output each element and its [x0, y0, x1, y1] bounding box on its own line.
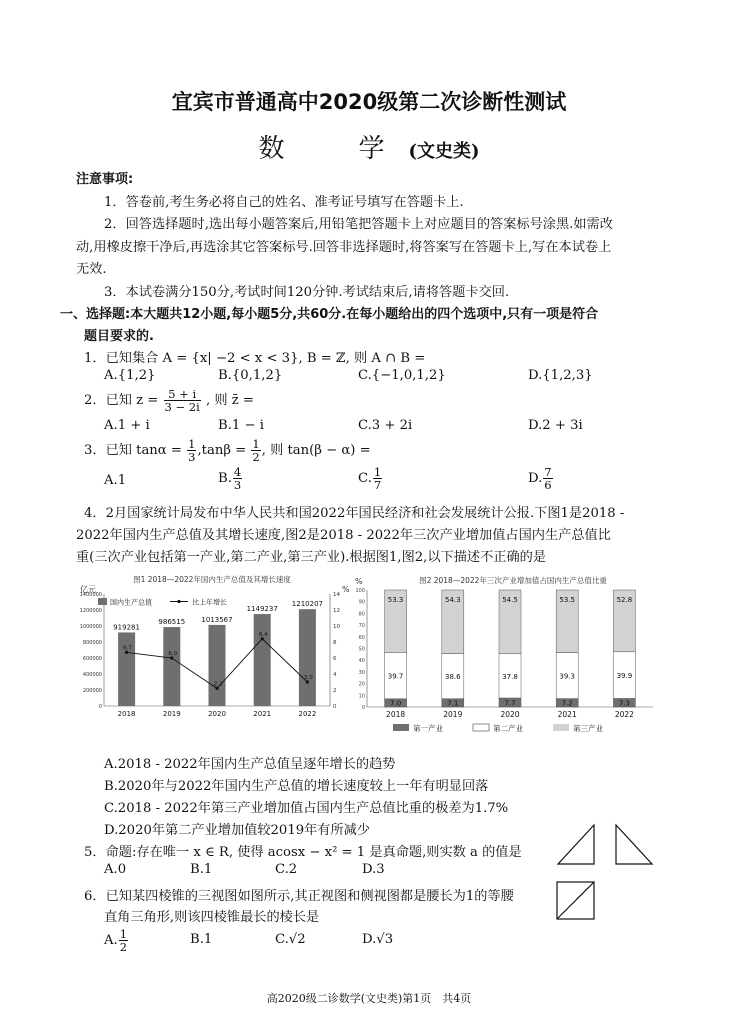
q4-option-d: D.2020年第二产业增加值较2019年有所减少: [104, 823, 371, 838]
q5-option-a: A.0: [104, 862, 127, 877]
q6-stem-line-2: 直角三角形,则该四棱锥最长的棱长是: [104, 910, 320, 925]
share-value-label: 7.3: [618, 699, 630, 708]
y-tick-label: 1400000: [79, 592, 102, 598]
gdp-value-label: 1149237: [246, 605, 278, 614]
q3-stem-mid: ,tanβ =: [197, 443, 247, 458]
q5-option-c: C.2: [275, 862, 298, 877]
gdp-value-label: 1210207: [291, 600, 323, 609]
q2-den: 3 − 2i: [164, 400, 200, 414]
gdp-value-label: 1013567: [201, 615, 233, 624]
q2-num: 5 + i: [164, 388, 201, 401]
q3-frac-2: [251, 438, 260, 463]
x-tick-label: 2018: [386, 710, 406, 719]
share-value-label: 7.2: [561, 699, 573, 708]
q3-c-num: 1: [373, 465, 382, 479]
q2-fraction: [164, 388, 201, 413]
q3-frac-1-num: 1: [188, 437, 196, 451]
q2-option-c: C.3 + 2i: [358, 418, 413, 433]
q3-d-den: 6: [544, 478, 552, 492]
q3-option-d: [528, 466, 554, 491]
q2-stem-pre: 2．已知 z =: [84, 393, 159, 408]
figure-1-ylabel: 亿元: [80, 585, 96, 594]
share-value-label: 54.5: [502, 596, 518, 604]
q1-option-b: B.{0,1,2}: [218, 368, 283, 383]
gdp-bar: [299, 609, 316, 706]
gdp-bar: [163, 627, 180, 706]
q4-stem-line-2: 2022年国内生产总值及其增长速度,图2是2018 - 2022年三次产业增加值占国内生产总值比: [76, 528, 611, 543]
q4-option-a: A.2018 - 2022年国内生产总值呈逐年增长的趋势: [104, 757, 396, 772]
q1-option-c: C.{−1,0,1,2}: [358, 368, 446, 383]
top-view-diagram: [555, 880, 597, 922]
legend-label-primary: 第一产业: [413, 724, 443, 733]
q3-option-a: A.1: [104, 473, 127, 488]
q3-d-label: D.: [528, 471, 543, 486]
notice-item-2-line-2: 动,用橡皮擦干净后,再选涂其它答案标号.回答非选择题时,将答案写在答题卡上,写在本试卷上: [76, 240, 612, 255]
y-tick-label: 80: [358, 611, 365, 618]
share-value-label: 53.5: [559, 596, 575, 604]
subject-name: 数 学: [258, 134, 409, 164]
q6-option-c: C.√2: [275, 932, 306, 947]
y-tick-label: 50: [358, 646, 365, 653]
notice-title: 注意事项:: [76, 172, 134, 187]
notice-item-3: 3．本试卷满分150分,考试时间120分钟.考试结束后,请将答题卡交回.: [104, 285, 510, 300]
y-tick-label: 200000: [82, 688, 102, 694]
share-value-label: 7.1: [447, 699, 459, 708]
q6-stem-line-1: 6．已知某四棱锥的三视图如图所示,其正视图和侧视图都是腰长为1的等腰: [84, 889, 514, 904]
q3-frac-2-num: 1: [252, 437, 260, 451]
q3-frac-1-den: 3: [188, 450, 196, 464]
page-footer: 高2020级二诊数学(文史类)第1页 共4页: [266, 992, 472, 1005]
y-tick-label: 400000: [82, 672, 102, 678]
share-value-label: 37.8: [502, 672, 518, 681]
q6-a-label: A.: [104, 933, 118, 948]
q2-option-d: D.2 + 3i: [528, 418, 583, 433]
legend-dot-growth: [177, 600, 180, 603]
share-value-label: 38.6: [445, 673, 461, 682]
notice-item-2-line-3: 无效.: [76, 262, 107, 277]
gdp-bar: [209, 625, 226, 706]
q3-b-label: B.: [218, 471, 232, 486]
gdp-bar: [118, 632, 135, 706]
legend-label-tertiary: 第三产业: [573, 724, 603, 733]
gdp-value-label: 919281: [113, 623, 140, 632]
share-value-label: 54.3: [445, 596, 461, 604]
notice-item-1: 1．答卷前,考生务必将自己的姓名、准考证号填写在答题卡上.: [104, 195, 464, 210]
q2-option-a: A.1 + i: [104, 418, 150, 433]
figure-1-title: 图1 2018—2022年国内生产总值及其增长速度: [133, 575, 291, 584]
q6-a-den: 2: [119, 940, 128, 954]
growth-rate-label: 6.0: [168, 651, 178, 657]
q4-stem-line-1: 4．2月国家统计局发布中华人民共和国2022年国民经济和社会发展统计公报.下图1是2018 -: [84, 506, 625, 521]
y2-tick-label: 6: [333, 656, 337, 662]
y-tick-label: 20: [358, 681, 365, 688]
notice-item-2-line-1: 2．回答选择题时,选出每小题答案后,用铅笔把答题卡上对应题目的答案标号涂黑.如需改: [104, 217, 613, 232]
share-value-label: 39.7: [387, 672, 404, 681]
q5-option-b: B.1: [190, 862, 213, 877]
y-tick-label: 10: [358, 693, 365, 700]
subject-heading: [0, 128, 738, 165]
y-tick-label: 40: [358, 658, 365, 665]
y-tick-label: 1200000: [79, 608, 102, 614]
legend-label-gdp: 国内生产总值: [110, 598, 152, 607]
q3-d-num: 7: [544, 465, 552, 479]
y-tick-label: 800000: [82, 640, 102, 646]
y-tick-label: 90: [358, 599, 365, 606]
growth-rate-label: 2.2: [213, 681, 223, 688]
y2-tick-label: 8: [333, 640, 337, 646]
y-tick-label: 70: [358, 623, 365, 630]
q4-option-c: C.2018 - 2022年第三产业增加值占国内生产总值比重的极差为1.7%: [104, 801, 509, 816]
figure-1-gdp-chart: [62, 570, 362, 730]
y-tick-label: 1000000: [79, 624, 102, 630]
legend-label-secondary: 第二产业: [493, 724, 523, 733]
q6-a-num: 1: [119, 927, 128, 941]
legend-swatch-secondary: [473, 724, 489, 731]
y-tick-label: 60: [358, 634, 365, 641]
q3-option-c: [358, 466, 383, 491]
x-tick-label: 2018: [117, 710, 136, 718]
legend-swatch-primary: [393, 724, 409, 731]
figure-1-y2label: %: [342, 585, 350, 594]
share-value-label: 7.0: [390, 699, 402, 708]
y2-tick-label: 12: [333, 608, 340, 614]
legend-label-growth: 比上年增长: [192, 598, 227, 607]
y-tick-label: 600000: [82, 656, 102, 662]
x-tick-label: 2019: [443, 710, 463, 719]
q3-stem: [84, 438, 371, 463]
y-tick-label: 0: [361, 705, 365, 711]
y2-tick-label: 10: [333, 624, 340, 630]
y-tick-label: 0: [98, 704, 102, 710]
y2-tick-label: 14: [333, 592, 340, 598]
q6-option-b: B.1: [190, 932, 213, 947]
share-value-label: 39.3: [559, 672, 575, 681]
page-title: 宜宾市普通高中2020级第二次诊断性测试: [171, 90, 567, 114]
q1-option-a: A.{1,2}: [104, 368, 156, 383]
q3-c-label: C.: [358, 471, 372, 486]
q2-stem-post: , 则 z̄ =: [206, 393, 254, 408]
q4-option-b: B.2020年与2022年国内生产总值的增长速度较上一年有明显回落: [104, 779, 489, 794]
q6-option-a: [104, 928, 129, 953]
gdp-value-label: 986515: [158, 618, 186, 627]
share-value-label: 53.3: [387, 596, 404, 604]
q1-stem: 1．已知集合 A = {x| −2 < x < 3}, B = ℤ, 则 A ∩ B =: [84, 351, 426, 366]
x-tick-label: 2022: [298, 710, 317, 718]
share-value-label: 7.7: [504, 699, 516, 708]
legend-swatch-gdp: [98, 598, 107, 605]
growth-rate-label: 8.4: [258, 631, 268, 638]
q4-stem-line-3: 重(三次产业包括第一产业,第二产业,第三产业).根据图1,图2,以下描述不正确的是: [76, 550, 547, 565]
q3-frac-1: [187, 438, 196, 463]
x-tick-label: 2021: [557, 710, 577, 719]
growth-rate-label: 3.0: [304, 675, 313, 681]
x-tick-label: 2019: [162, 710, 181, 718]
q3-c-den: 7: [373, 478, 382, 492]
section-heading-cont: 题目要求的.: [84, 329, 154, 344]
x-tick-label: 2020: [500, 710, 520, 719]
q3-frac-2-den: 2: [252, 450, 260, 464]
y2-tick-label: 2: [333, 688, 337, 694]
x-tick-label: 2021: [253, 710, 272, 718]
y-tick-label: 100: [355, 588, 365, 594]
figure-2-title: 图2 2018—2022年三次产业增加值占国内生产总值比重: [419, 576, 607, 585]
section-heading: 一、选择题:本大题共12小题,每小题5分,共60分.在每小题给出的四个选项中,只有一项是符合: [60, 307, 599, 322]
q2-stem: [84, 388, 254, 413]
y-tick-label: 30: [358, 669, 365, 676]
q3-option-b: [218, 466, 243, 491]
q3-stem-pre: 3．已知 tanα =: [84, 443, 182, 458]
share-value-label: 39.9: [616, 672, 633, 681]
q5-option-d: D.3: [362, 862, 385, 877]
side-view-diagram: [613, 823, 655, 867]
x-tick-label: 2022: [614, 710, 634, 719]
q3-b-den: 3: [233, 478, 242, 492]
legend-swatch-tertiary: [553, 724, 569, 731]
x-tick-label: 2020: [208, 710, 226, 718]
q2-option-b: B.1 − i: [218, 418, 264, 433]
subject-suffix: (文史类): [408, 141, 480, 162]
figure-2-industry-share-chart: [353, 570, 663, 735]
growth-rate-label: 6.7: [123, 645, 132, 652]
q1-option-d: D.{1,2,3}: [528, 368, 593, 383]
gdp-bar: [254, 614, 271, 706]
y2-tick-label: 4: [333, 672, 337, 678]
figure-2-ylabel: %: [355, 577, 363, 586]
q5-stem: 5．命题:存在唯一 x ∈ R, 使得 acosx − x² = 1 是真命题,则实数 a 的值是: [84, 845, 522, 860]
front-view-diagram: [556, 823, 598, 867]
y2-tick-label: 0: [333, 704, 337, 710]
share-value-label: 52.8: [616, 596, 633, 604]
q3-stem-post: , 则 tan(β − α) =: [261, 443, 371, 458]
q6-option-d: D.√3: [362, 932, 394, 947]
q3-b-num: 4: [233, 465, 242, 479]
